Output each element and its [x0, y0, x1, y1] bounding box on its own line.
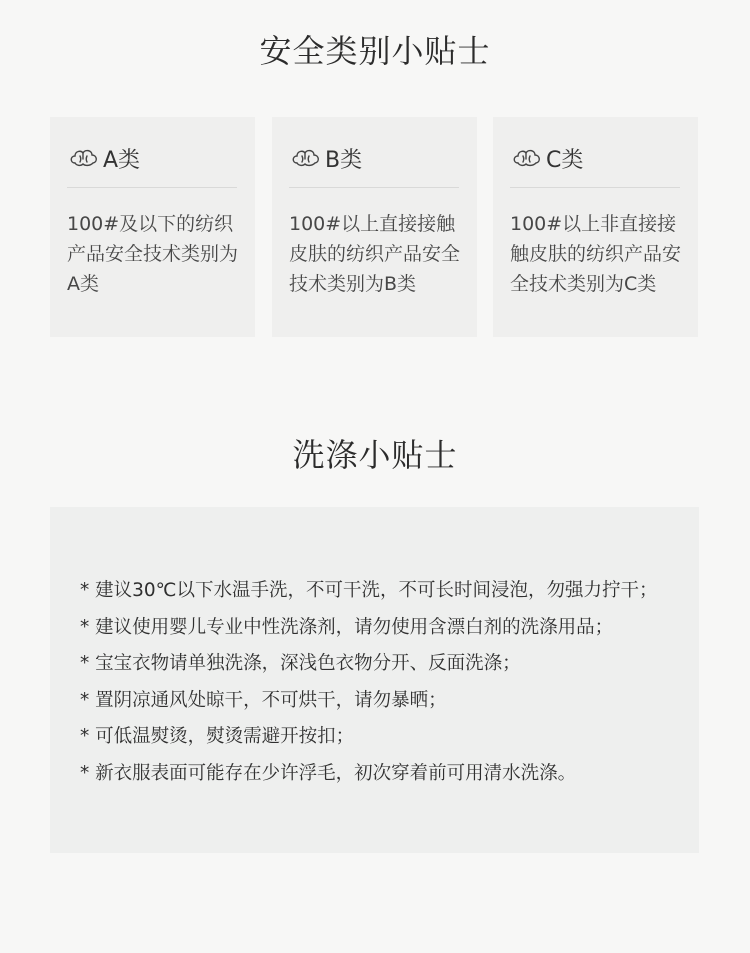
card-category-c	[493, 117, 698, 337]
card-category-b	[272, 117, 477, 337]
card-divider	[510, 187, 680, 188]
card-label: B类	[325, 147, 363, 173]
list-item: * 宝宝衣物请单独洗涤，深浅色衣物分开、反面洗涤；	[80, 653, 521, 674]
cotton-icon	[289, 145, 323, 171]
washing-tips-title: 洗涤小贴士	[292, 436, 458, 474]
safety-category-cards	[50, 117, 700, 337]
card-divider	[289, 187, 459, 188]
list-item: * 建议使用婴儿专业中性洗涤剂，请勿使用含漂白剂的洗涤用品；	[80, 616, 614, 638]
list-item: * 建议30℃以下水温手洗，不可干洗，不可长时间浸泡，勿强力拧干；	[80, 580, 658, 601]
card-description: 100#以上非直接接触皮肤的纺织产品安全技术类别为C类	[510, 213, 682, 295]
list-item: * 新衣服表面可能存在少许浮毛，初次穿着前可用清水洗涤。	[80, 762, 577, 784]
safety-tips-title: 安全类别小贴士	[259, 32, 491, 70]
card-divider	[67, 187, 237, 188]
washing-tips-list	[80, 573, 657, 792]
washing-tips-box	[50, 507, 699, 853]
list-item: * 置阴凉通风处晾干，不可烘干，请勿暴晒；	[80, 689, 447, 711]
card-description: 100#以上直接接触皮肤的纺织产品安全技术类别为B类	[289, 213, 461, 295]
card-category-a	[50, 117, 255, 337]
card-header	[67, 143, 140, 173]
card-header	[510, 143, 583, 173]
card-label: C类	[546, 147, 584, 173]
cotton-icon	[67, 145, 101, 171]
card-header	[289, 143, 362, 173]
card-label: A类	[103, 147, 141, 173]
card-description: 100#及以下的纺织产品安全技术类别为A类	[67, 213, 239, 295]
list-item: * 可低温熨烫，熨烫需避开按扣；	[80, 726, 355, 747]
cotton-icon	[510, 145, 544, 171]
